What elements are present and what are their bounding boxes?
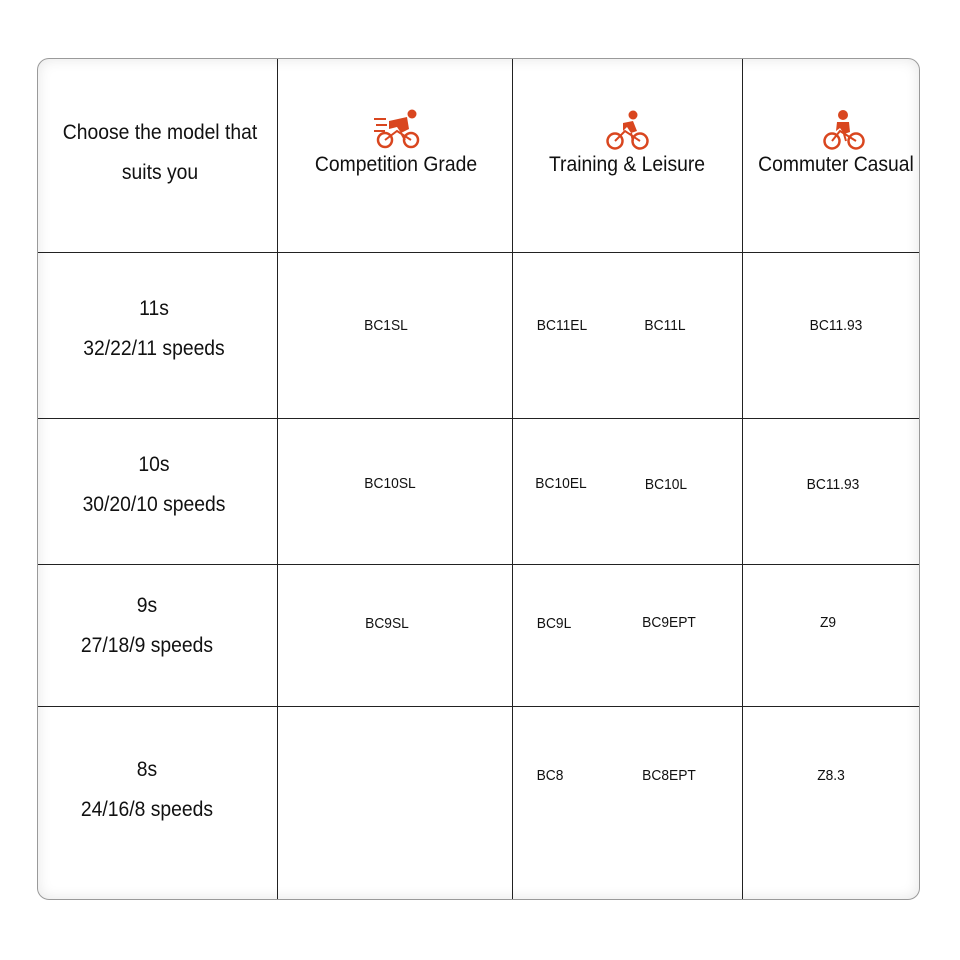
racing-cyclist-icon (373, 107, 423, 149)
row-divider (38, 706, 919, 707)
model-cell: Z8.3 (817, 767, 845, 784)
row-divider (38, 252, 919, 253)
speed-range: 32/22/11 speeds (83, 337, 225, 360)
speed-range: 30/20/10 speeds (82, 493, 226, 516)
speed-label-8s (81, 750, 213, 830)
speed-class: 9s (136, 594, 158, 617)
speed-range: 27/18/9 speeds (80, 634, 214, 657)
corner-heading-line1: Choose the model that (62, 121, 258, 144)
model-cell: BC1SL (364, 317, 408, 334)
model-cell: BC11.93 (806, 476, 860, 493)
model-cell: BC11.93 (809, 317, 863, 334)
model-cell: BC8 (536, 767, 564, 784)
model-cell: BC9SL (365, 615, 409, 632)
speed-class: 10s (138, 453, 170, 476)
model-cell: BC11EL (536, 317, 588, 334)
model-cell: BC9EPT (642, 614, 696, 631)
speed-label-10s (83, 445, 226, 525)
model-cell: BC10SL (364, 475, 416, 492)
speed-class: 8s (136, 758, 158, 781)
commuter-cyclist-icon (822, 109, 866, 151)
column-divider (512, 59, 513, 899)
column-header-competition: Competition Grade (314, 153, 478, 176)
model-cell: BC8EPT (642, 767, 696, 784)
speed-class: 11s (139, 297, 169, 320)
row-divider (38, 418, 919, 419)
column-header-commuter: Commuter Casual (758, 153, 914, 176)
corner-heading-line2: suits you (121, 161, 199, 184)
model-cell: Z9 (819, 614, 837, 631)
model-cell: BC10EL (535, 475, 587, 492)
column-divider (742, 59, 743, 899)
cyclist-icon (605, 109, 651, 151)
speed-range: 24/16/8 speeds (80, 798, 214, 821)
row-divider (38, 564, 919, 565)
speed-label-9s (81, 586, 213, 666)
speed-label-11s (83, 289, 224, 369)
column-divider (277, 59, 278, 899)
model-cell: BC11L (644, 317, 686, 334)
model-cell: BC9L (536, 615, 572, 632)
model-comparison-table (37, 58, 920, 900)
model-cell: BC10L (644, 476, 688, 493)
column-header-training: Training & Leisure (548, 153, 706, 176)
corner-heading (63, 113, 257, 193)
